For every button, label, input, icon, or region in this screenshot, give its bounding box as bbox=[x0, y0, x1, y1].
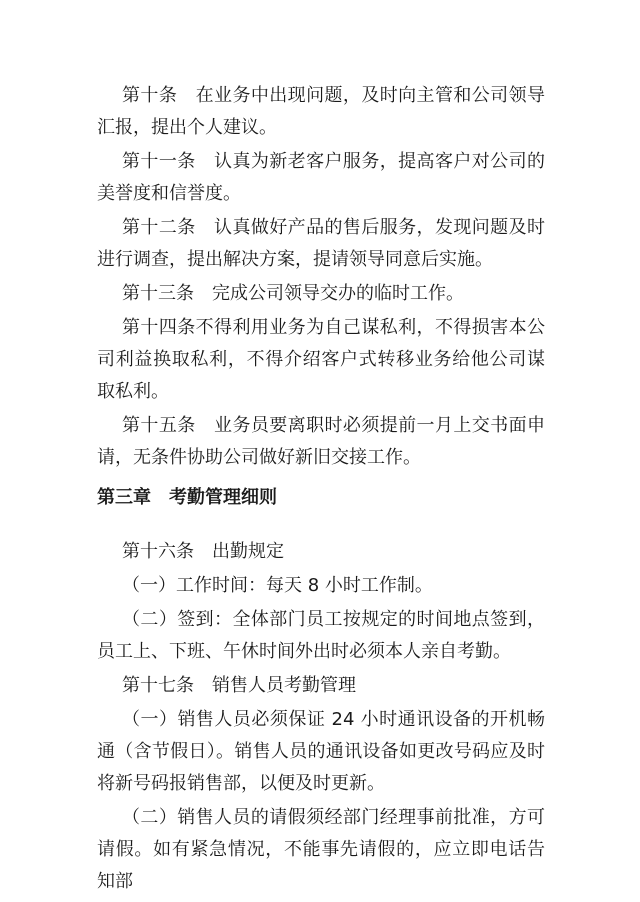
article-17-item-1: （一）销售人员必须保证 24 小时通讯设备的开机畅通（含节假日）。销售人员的通讯设备如更改号码应及时将新号码报销售部，以便及时更新。 bbox=[97, 709, 545, 794]
article-17: 第十七条 销售人员考勤管理 bbox=[122, 675, 356, 696]
article-15: 第十五条 业务员要离职时必须提前一月上交书面申请，无条件协助公司做好新旧交接工作。 bbox=[97, 415, 545, 468]
article-16-item-1: （一）工作时间：每天 8 小时工作制。 bbox=[122, 575, 433, 596]
article-17-item-2: （二）销售人员的请假须经部门经理事前批准，方可请假。如有紧急情况，不能事先请假的，应立即电话告知部 bbox=[97, 807, 545, 892]
article-12: 第十二条 认真做好产品的售后服务，发现问题及时进行调查，提出解决方案，提请领导同意后实施。 bbox=[97, 217, 545, 270]
article-13: 第十三条 完成公司领导交办的临时工作。 bbox=[122, 283, 464, 304]
article-10: 第十条 在业务中出现问题，及时向主管和公司领导汇报，提出个人建议。 bbox=[97, 85, 545, 138]
article-16: 第十六条 出勤规定 bbox=[122, 541, 284, 562]
chapter-heading: 第三章 考勤管理细则 bbox=[97, 487, 277, 508]
document-body bbox=[97, 80, 545, 900]
article-11: 第十一条 认真为新老客户服务，提高客户对公司的美誉度和信誉度。 bbox=[97, 151, 545, 204]
article-14: 第十四条不得利用业务为自己谋私利，不得损害本公司利益换取私利，不得介绍客户式转移业务给他公司谋取私利。 bbox=[97, 317, 545, 402]
article-16-item-2: （二）签到：全体部门员工按规定的时间地点签到，员工上、下班、午休时间外出时必须本人亲自考勤。 bbox=[97, 609, 545, 662]
